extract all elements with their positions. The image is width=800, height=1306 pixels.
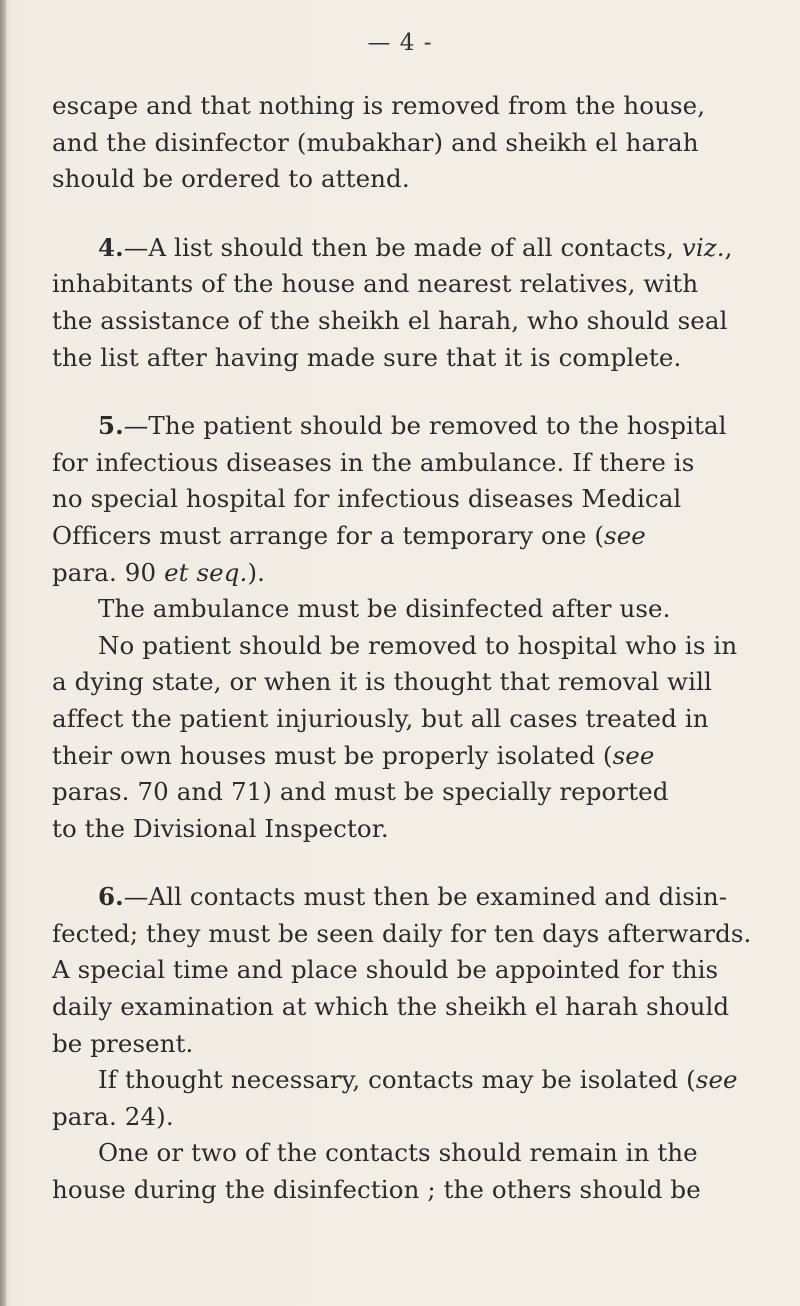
text-line bbox=[52, 738, 767, 775]
text-line: should be ordered to attend. bbox=[52, 164, 410, 194]
page-spine-shadow bbox=[0, 0, 6, 1306]
paragraph-6-first-line bbox=[52, 879, 767, 916]
paragraph-5-first-line bbox=[52, 408, 767, 445]
text-line bbox=[52, 1062, 767, 1099]
text-run: ). bbox=[247, 557, 265, 587]
text-line: the assistance of the sheikh el harah, who should seal bbox=[52, 305, 728, 335]
text-run: , bbox=[724, 232, 733, 262]
text-line: The ambulance must be disinfected after use. bbox=[98, 594, 671, 624]
text-line bbox=[52, 518, 767, 555]
text-line bbox=[52, 555, 767, 592]
italic-text: see bbox=[604, 520, 646, 550]
page-number: — 4 - bbox=[367, 30, 433, 56]
text-line: escape and that nothing is removed from the house, bbox=[52, 91, 706, 120]
text-run: Officers must arrange for a temporary one ( bbox=[52, 520, 605, 550]
italic-text: et seq. bbox=[164, 557, 248, 587]
text-run: If thought necessary, contacts may be isolated ( bbox=[98, 1065, 696, 1095]
text-run: —A list should then be made of all contacts, bbox=[123, 232, 682, 262]
paragraph-4-first-line bbox=[52, 230, 767, 267]
text-line: be present. bbox=[52, 1028, 194, 1058]
text-run: —All contacts must then be examined and disin- bbox=[123, 882, 728, 912]
text-line: A special time and place should be appointed for this bbox=[52, 955, 719, 985]
text-line: a dying state, or when it is thought that removal will bbox=[52, 667, 712, 697]
paragraph-number: 5. bbox=[98, 411, 124, 441]
text-line: for infectious diseases in the ambulance. If there is bbox=[52, 447, 695, 477]
text-line: the list after having made sure that it is complete. bbox=[52, 342, 682, 372]
paragraph-number: 6. bbox=[98, 882, 124, 912]
italic-text: viz. bbox=[681, 232, 725, 262]
page-body bbox=[52, 88, 767, 1209]
text-line: and the disinfector (mubakhar) and sheikh el harah bbox=[52, 127, 699, 157]
text-line: No patient should be removed to hospital who is in bbox=[98, 630, 738, 660]
text-line: daily examination at which the sheikh el harah should bbox=[52, 992, 730, 1022]
paragraph-number: 4. bbox=[98, 232, 124, 262]
text-line: affect the patient injuriously, but all cases treated in bbox=[52, 703, 709, 733]
text-line: paras. 70 and 71) and must be specially reported bbox=[52, 777, 669, 807]
italic-text: see bbox=[612, 740, 655, 770]
text-line: fected; they must be seen daily for ten days afterwards. bbox=[52, 918, 752, 948]
text-line: no special hospital for infectious diseases Medical bbox=[52, 484, 682, 514]
text-line: para. 24). bbox=[52, 1101, 174, 1131]
text-run: —The patient should be removed to the hospital bbox=[123, 411, 727, 441]
text-run: para. 90 bbox=[52, 557, 165, 587]
text-line: to the Divisional Inspector. bbox=[52, 813, 389, 843]
italic-text: see bbox=[695, 1065, 738, 1095]
text-line: One or two of the contacts should remain in the bbox=[98, 1138, 698, 1168]
text-run: their own houses must be properly isolated ( bbox=[52, 740, 613, 770]
text-line: house during the disinfection ; the others should be bbox=[52, 1175, 701, 1205]
text-line: inhabitants of the house and nearest relatives, with bbox=[52, 269, 699, 299]
